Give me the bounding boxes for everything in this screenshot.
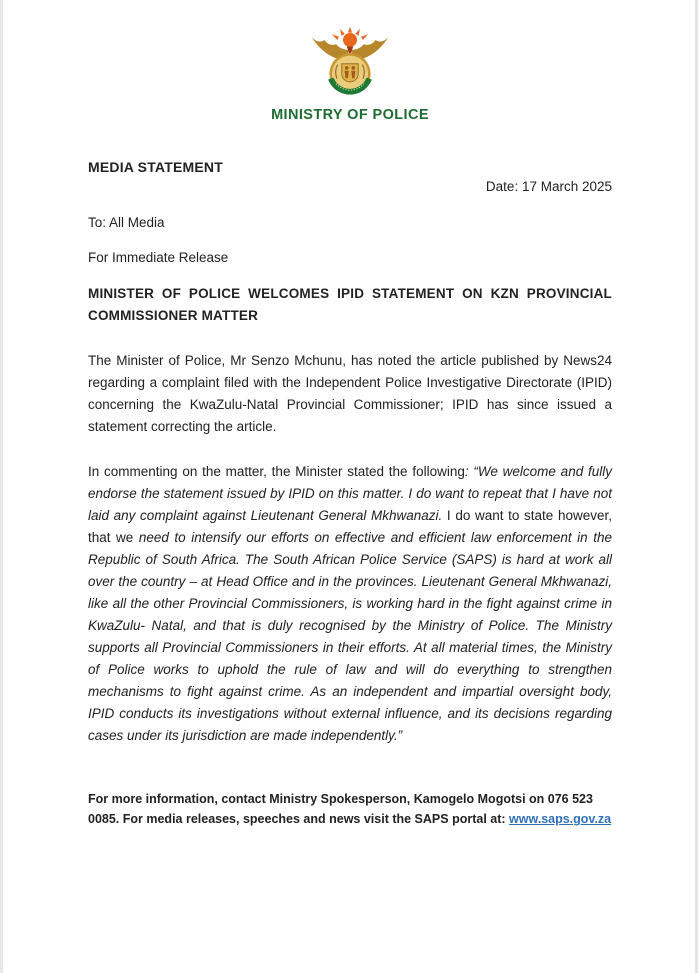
quote-italic-part1: : “We welcome and fully endorse the statement issued by IPID on this matter. I do want to repeat that I have not laid any complaint against Lieutenant General Mkhwanazi. xyxy=(88,464,612,523)
release-line: For Immediate Release xyxy=(88,250,229,265)
shield-icon xyxy=(342,64,358,82)
headline: MINISTER OF POLICE WELCOMES IPID STATEMENT ON KZN PROVINCIAL COMMISSIONER MATTER xyxy=(88,286,612,323)
sun-icon xyxy=(332,27,368,47)
footer-text: For more information, contact Ministry Spokesperson, Kamogelo Mogotsi on 076 523 0085. For media releases, speeches and news visit the SAPS portal at: xyxy=(88,792,593,826)
paragraph-quote xyxy=(88,461,612,747)
ministry-title: MINISTRY OF POLICE xyxy=(271,107,429,123)
paragraph-intro: The Minister of Police, Mr Senzo Mchunu, has noted the article published by News24 regarding a complaint filed with the Independent Police Investigative Directorate (IPID) concerning the KwaZulu-Natal Provincial Commissioner; IPID has since issued a statement correcting the article. xyxy=(88,353,612,434)
date-line: Date: 17 March 2025 xyxy=(485,179,612,194)
footer-contact xyxy=(88,789,612,829)
to-line: To: All Media xyxy=(88,215,165,230)
page-edge-left xyxy=(0,0,3,973)
statement-label: MEDIA STATEMENT xyxy=(88,159,223,175)
coat-of-arms-logo xyxy=(300,26,400,100)
document-header xyxy=(88,26,612,123)
quote-italic-part2: need to intensify our efforts on effective and efficient law enforcement in the Republic of South Africa. The South African Police Service (SAPS) is hard at work all over the country – at Head Office and in the provinces. Lieutenant General Mkhwanazi, like all the other Provincial Commissioners, is working hard in the fight against crime in KwaZulu- Natal, and that is duly recognised by the Ministry of Police. The Ministry supports all Provincial Commissioners in their efforts. At all material times, the Ministry of Police works to uphold the rule of law and will do everything to strengthen mechanisms to fight against crime. As an independent and impartial oversight body, IPID conducts its investigations without external influence, and its decisions regarding cases under its jurisdiction are made independently.” xyxy=(88,530,612,743)
saps-portal-link[interactable]: www.saps.gov.za xyxy=(509,812,612,826)
page-edge-right xyxy=(695,0,698,973)
quote-intro: In commenting on the matter, the Minister stated the following xyxy=(88,464,465,479)
quote-regular-mid: I do want to state however, that we xyxy=(88,508,612,545)
